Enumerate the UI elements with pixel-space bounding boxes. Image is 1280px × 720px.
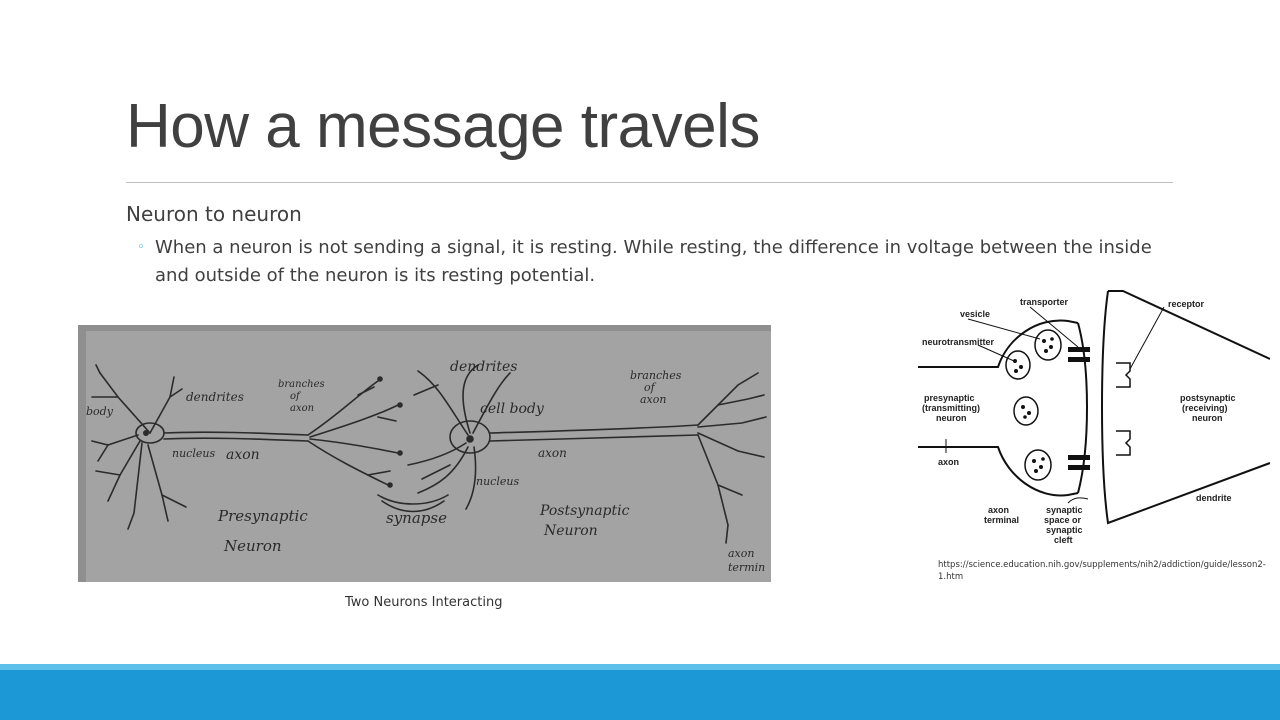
label-synapse: synapse (386, 509, 447, 527)
label-receptor: receptor (1168, 299, 1205, 309)
label-dendrite: dendrite (1196, 493, 1232, 503)
footer-highlight (0, 664, 1280, 670)
label-nucleus-left: nucleus (172, 447, 216, 460)
label-branches-mid-2: of (290, 391, 300, 402)
label-branches-right-1: branches (630, 369, 682, 382)
left-figure-caption: Two Neurons Interacting (345, 595, 503, 610)
label-dendrites-top: dendrites (450, 359, 518, 375)
label-axon-terminal-2: terminal (984, 515, 1020, 525)
label-axon-terminal-2: termin (728, 561, 766, 574)
label-neurotransmitter: neurotransmitter (922, 337, 995, 347)
label-presynaptic-1: presynaptic (924, 393, 975, 403)
label-presynaptic-2: (transmitting) (922, 403, 980, 413)
label-postsynaptic-1: Postsynaptic (540, 503, 630, 519)
label-postsynaptic-1: postsynaptic (1180, 393, 1236, 403)
label-synaptic-1: synaptic (1046, 505, 1083, 515)
two-neurons-photo (78, 325, 771, 582)
label-axon-terminal-1: axon (728, 547, 755, 560)
label-cell-body: cell body (480, 401, 544, 417)
label-postsynaptic-2: (receiving) (1182, 403, 1228, 413)
footer-bar (0, 664, 1280, 720)
label-branches-right-3: axon (640, 393, 667, 406)
label-branches-right-2: of (644, 381, 655, 394)
label-presynaptic-3: neuron (936, 413, 967, 423)
label-synaptic-4: cleft (1054, 535, 1073, 545)
bullet-neuron-to-neuron: Neuron to neuron (126, 202, 302, 226)
label-axon-left: axon (226, 447, 260, 463)
label-branches-mid-1: branches (278, 379, 325, 390)
label-body: body (86, 405, 113, 418)
source-citation[interactable]: https://science.education.nih.gov/supplements/nih2/addiction/guide/lesson2-1.htm (938, 560, 1266, 582)
label-axon-right: axon (538, 446, 567, 460)
label-postsynaptic-3: neuron (1192, 413, 1223, 423)
label-presynaptic-1: Presynaptic (218, 507, 308, 525)
sub-bullet-marker: ◦ (137, 240, 145, 255)
title-divider (126, 182, 1173, 183)
slide-title: How a message travels (126, 92, 760, 161)
label-axon: axon (938, 457, 960, 467)
label-synaptic-3: synaptic (1046, 525, 1083, 535)
label-nucleus-right: nucleus (476, 475, 520, 488)
bullet-resting-potential: When a neuron is not sending a signal, it is resting. While resting, the difference in voltage between the inside and outside of the neuron is its resting potential. (155, 237, 1152, 286)
label-postsynaptic-2: Neuron (544, 523, 598, 539)
label-dendrites-left: dendrites (186, 390, 244, 404)
label-axon-terminal-1: axon (988, 505, 1010, 515)
label-presynaptic-2: Neuron (224, 537, 282, 555)
synapse-diagram (918, 287, 1270, 547)
label-transporter: transporter (1020, 297, 1069, 307)
label-vesicle: vesicle (960, 309, 991, 319)
label-synaptic-2: space or (1044, 515, 1082, 525)
label-branches-mid-3: axon (290, 403, 315, 414)
